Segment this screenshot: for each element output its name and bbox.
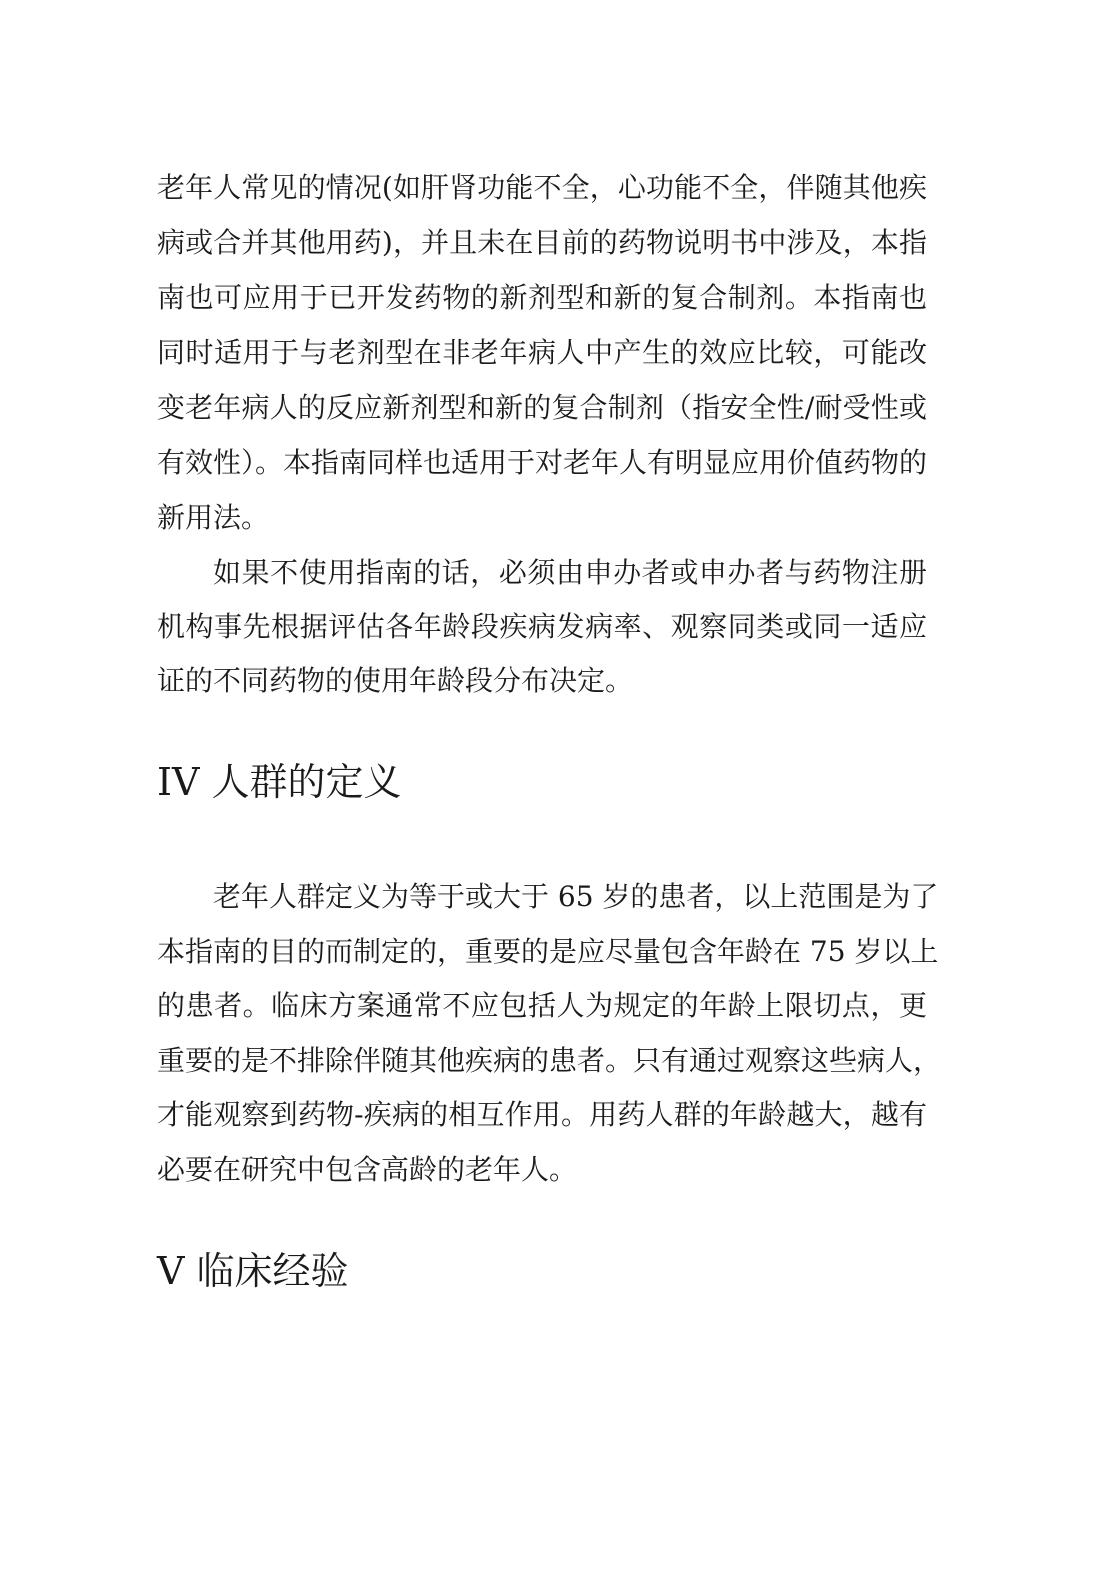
text-line: 有效性）。本指南同样也适用于对老年人有明显应用价值药物的 <box>157 446 928 479</box>
text-line: 病或合并其他用药)，并且未在目前的药物说明书中涉及，本指 <box>157 226 927 259</box>
section-heading-clinical-experience: V 临床经验 <box>157 1249 349 1293</box>
text-line: 如果不使用指南的话，必须由申办者或申办者与药物注册 <box>213 556 927 589</box>
text-line: 才能观察到药物-疾病的相互作用。用药人群的年龄越大，越有 <box>157 1098 927 1131</box>
text-line: 同时适用于与老剂型在非老年病人中产生的效应比较，可能改 <box>157 336 927 369</box>
text-line: 老年人群定义为等于或大于 65 岁的患者，以上范围是为了 <box>213 880 939 913</box>
text-line: 本指南的目的而制定的，重要的是应尽量包含年龄在 75 岁以上 <box>157 935 939 968</box>
text-line: 南也可应用于已开发药物的新剂型和新的复合制剂。本指南也 <box>157 281 927 314</box>
section-heading-population-definition: IV 人群的定义 <box>157 760 402 804</box>
text-line: 的患者。临床方案通常不应包括人为规定的年龄上限切点，更 <box>157 989 927 1022</box>
text-line: 新用法。 <box>157 501 270 534</box>
text-line: 机构事先根据评估各年龄段疾病发病率、观察同类或同一适应 <box>157 610 927 643</box>
text-line: 重要的是不排除伴随其他疾病的患者。只有通过观察这些病人， <box>157 1044 942 1077</box>
text-line: 老年人常见的情况(如肝肾功能不全，心功能不全，伴随其他疾 <box>157 171 927 204</box>
text-line: 证的不同药物的使用年龄段分布决定。 <box>157 664 634 697</box>
text-line: 变老年病人的反应新剂型和新的复合制剂（指安全性/耐受性或 <box>157 391 927 424</box>
text-line: 必要在研究中包含高龄的老年人。 <box>157 1153 578 1186</box>
